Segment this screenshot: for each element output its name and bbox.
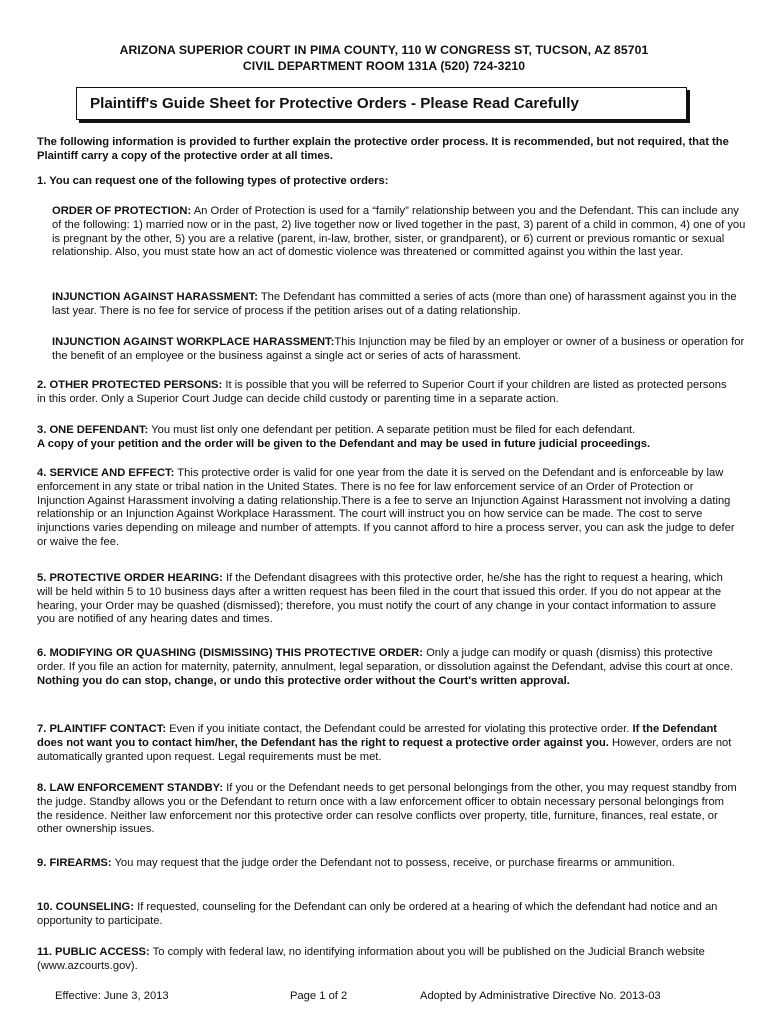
section-10 bbox=[37, 901, 737, 929]
oop-label: ORDER OF PROTECTION: bbox=[52, 205, 192, 217]
s11-label: 11. PUBLIC ACCESS: bbox=[37, 946, 150, 958]
section-4 bbox=[37, 467, 737, 550]
s4-label: 4. SERVICE AND EFFECT: bbox=[37, 467, 175, 479]
s5-text: If the Defendant disagrees with this protective order, he/she has the right to request a hearing, which will be held within 5 to 10 business days after a written request has been filed in the court that issued this order. If you do not appear at the hearing, your Order may be quashed (dismissed); therefore, you must notify the court of any change in your contact information to assure you are notified of any hearing dates and times. bbox=[37, 572, 723, 626]
s9-label: 9. FIREARMS: bbox=[37, 857, 112, 869]
s2-text: It is possible that you will be referred to Superior Court if your children are listed as protected persons in this order. Only a Superior Court Judge can decide child custody or parenting time in a separate action. bbox=[37, 379, 727, 405]
intro-paragraph bbox=[37, 136, 737, 164]
footer-page-number: Page 1 of 2 bbox=[290, 990, 348, 1002]
footer-directive: Adopted by Administrative Directive No. 2013-03 bbox=[420, 990, 661, 1002]
s5-label: 5. PROTECTIVE ORDER HEARING: bbox=[37, 572, 223, 584]
header-department: CIVIL DEPARTMENT ROOM 131A (520) 724-3210 bbox=[242, 59, 526, 73]
s1-heading-text: 1. You can request one of the following types of protective orders: bbox=[37, 175, 389, 187]
document-title-box bbox=[76, 87, 687, 120]
s3-label: 3. ONE DEFENDANT: bbox=[37, 424, 149, 436]
footer-effective-date: Effective: June 3, 2013 bbox=[55, 990, 169, 1002]
s6-bold-text: Nothing you do can stop, change, or undo this protective order without the Court's written approval. bbox=[37, 674, 570, 687]
s8-text: If you or the Defendant needs to get personal belongings from the other, you may request standby from the judge. Standby allows you or the Defendant to return once with a law enforcement officer to obtain necessary personal belongings from the residence. Neither law enforcement nor this protective order can resolve conflicts over property, title, furniture, finances, real estate, or other ownership issues. bbox=[37, 782, 737, 836]
iah-text: The Defendant has committed a series of acts (more than one) of harassment against you in the last year. There is no fee for service of process if the petition arises out of a dating relationship. bbox=[52, 291, 737, 317]
s2-label: 2. OTHER PROTECTED PERSONS: bbox=[37, 379, 223, 391]
injunction-harassment-paragraph bbox=[52, 291, 746, 319]
section-8 bbox=[37, 782, 737, 837]
s8-label: 8. LAW ENFORCEMENT STANDBY: bbox=[37, 782, 224, 794]
order-of-protection-paragraph bbox=[52, 205, 746, 260]
s10-text: If requested, counseling for the Defendant can only be ordered at a hearing of which the defendant had notice and an opportunity to participate. bbox=[37, 901, 718, 927]
iawh-label: INJUNCTION AGAINST WORKPLACE HARASSMENT: bbox=[52, 336, 335, 348]
section-1-heading bbox=[37, 175, 737, 189]
document-title: Plaintiff's Guide Sheet for Protective Orders - Please Read Carefully bbox=[90, 95, 579, 112]
section-9 bbox=[37, 857, 737, 871]
s7-text2: However, orders are not automatically granted upon request. Legal requirements must be met. bbox=[37, 736, 732, 763]
intro-text: The following information is provided to further explain the protective order process. It is recommended, but not required, that the Plaintiff carry a copy of the protective order at all times. bbox=[37, 136, 729, 162]
workplace-harassment-paragraph bbox=[52, 336, 746, 364]
s3-bold-text: A copy of your petition and the order will be given to the Defendant and may be used in future judicial proceedings. bbox=[37, 437, 651, 450]
section-2 bbox=[37, 379, 737, 407]
s4-text: This protective order is valid for one year from the date it is served on the Defendant and is enforceable by law enforcement in any state or tribal nation in the United States. There is no fee for law enforcement service of an Order of Protection or Injunction Against Harassment involving a dating relationship.There is a fee to serve an Injunction Against Harassment not involving a dating relationship or an Injunction Against Workplace Harassment. The court will instruct you on how service can be made. The cost to serve injunctions varies depending on mileage and number of attempts. If you cannot afford to hire a process server, you can ask the judge to defer or waive the fee. bbox=[37, 467, 735, 548]
iah-label: INJUNCTION AGAINST HARASSMENT: bbox=[52, 291, 258, 303]
s11-text: To comply with federal law, no identifying information about you will be published on the Judicial Branch website (www.azcourts.gov). bbox=[37, 946, 705, 972]
header-address: ARIZONA SUPERIOR COURT IN PIMA COUNTY, 110 W CONGRESS ST, TUCSON, AZ 85701 bbox=[119, 43, 649, 57]
section-3 bbox=[37, 424, 737, 452]
section-6 bbox=[37, 647, 737, 688]
s3-text: You must list only one defendant per petition. A separate petition must be filed for each defendant. bbox=[148, 424, 636, 436]
oop-text: An Order of Protection is used for a “family” relationship between you and the Defendant. This can include any of the following: 1) married now or in the past, 2) live together now or lived together in the past, 3) parent of a child in common, 4) one of you is pregnant by the other, 5) you are a relative (parent, in-law, brother, sister, or grandparent), or 6) current or previous romantic or sexual relationship. Also, you must state how an act of domestic violence was threatened or committed against you within the last year. bbox=[52, 205, 746, 259]
court-header bbox=[0, 42, 768, 74]
section-5 bbox=[37, 572, 737, 627]
section-11 bbox=[37, 946, 737, 974]
s7-text: Even if you initiate contact, the Defendant could be arrested for violating this protective order. bbox=[166, 723, 633, 735]
section-7 bbox=[37, 723, 737, 764]
s7-bold-text: If the Defendant does not want you to contact him/her, the Defendant has the right to request a protective order against you. bbox=[37, 723, 718, 749]
s9-text: You may request that the judge order the Defendant not to possess, receive, or purchase firearms or ammunition. bbox=[111, 857, 676, 869]
s6-text: Only a judge can modify or quash (dismiss) this protective order. If you file an action for maternity, paternity, annulment, legal separation, or dissolution against the Defendant, advise this court at once. bbox=[37, 647, 734, 673]
s6-label: 6. MODIFYING OR QUASHING (DISMISSING) THIS PROTECTIVE ORDER: bbox=[37, 647, 423, 659]
s7-label: 7. PLAINTIFF CONTACT: bbox=[37, 723, 167, 735]
iawh-text: This Injunction may be filed by an employer or owner of a business or operation for the benefit of an employee or the business against a single act or series of acts of harassment. bbox=[52, 336, 745, 362]
s10-label: 10. COUNSELING: bbox=[37, 901, 134, 913]
